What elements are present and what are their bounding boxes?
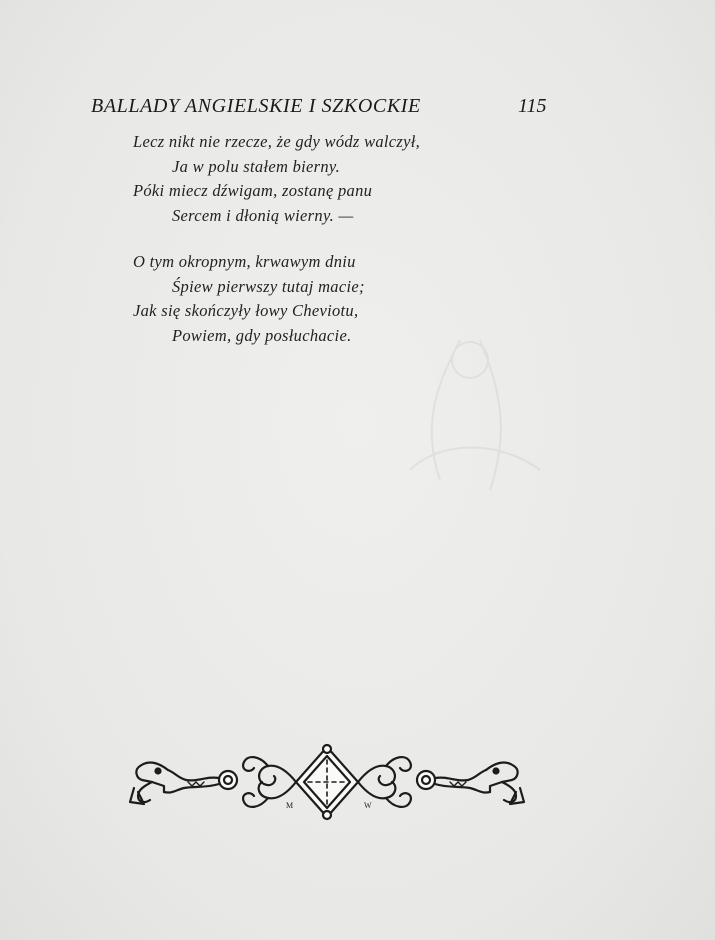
left-dragon-icon [130, 763, 219, 804]
verse-line: Sercem i dłonią wierny. — [172, 205, 354, 225]
verse-line: Powiem, gdy posłuchacie. [172, 325, 352, 345]
bleed-through-illustration [380, 320, 560, 520]
page-number: 115 [518, 95, 547, 117]
stanza-2 [0, 250, 715, 348]
monogram-letter: W [364, 801, 372, 810]
running-title: BALLADY ANGIELSKIE I SZKOCKIE [91, 95, 421, 117]
verse-line: Śpiew pierwszy tutaj macie; [172, 276, 365, 296]
central-lozenge-icon [296, 745, 358, 819]
verse-line: Póki miecz dźwigam, zostanę panu [133, 181, 373, 200]
stanza-1 [0, 130, 715, 228]
verse-line: Lecz nikt nie rzecze, że gdy wódz walczył, [133, 132, 421, 151]
verse-line: Jak się skończyły łowy Cheviotu, [133, 301, 359, 320]
verse-line: Ja w polu stałem bierny. [172, 156, 341, 176]
left-scroll-icon [219, 757, 296, 807]
right-scroll-icon [358, 757, 435, 807]
monogram-letter: M [286, 801, 294, 810]
right-dragon-icon [435, 763, 524, 804]
verse-line: O tym okropnym, krwawym dniu [133, 252, 356, 271]
dragon-tailpiece-ornament [128, 742, 526, 822]
poem-text [0, 130, 715, 348]
